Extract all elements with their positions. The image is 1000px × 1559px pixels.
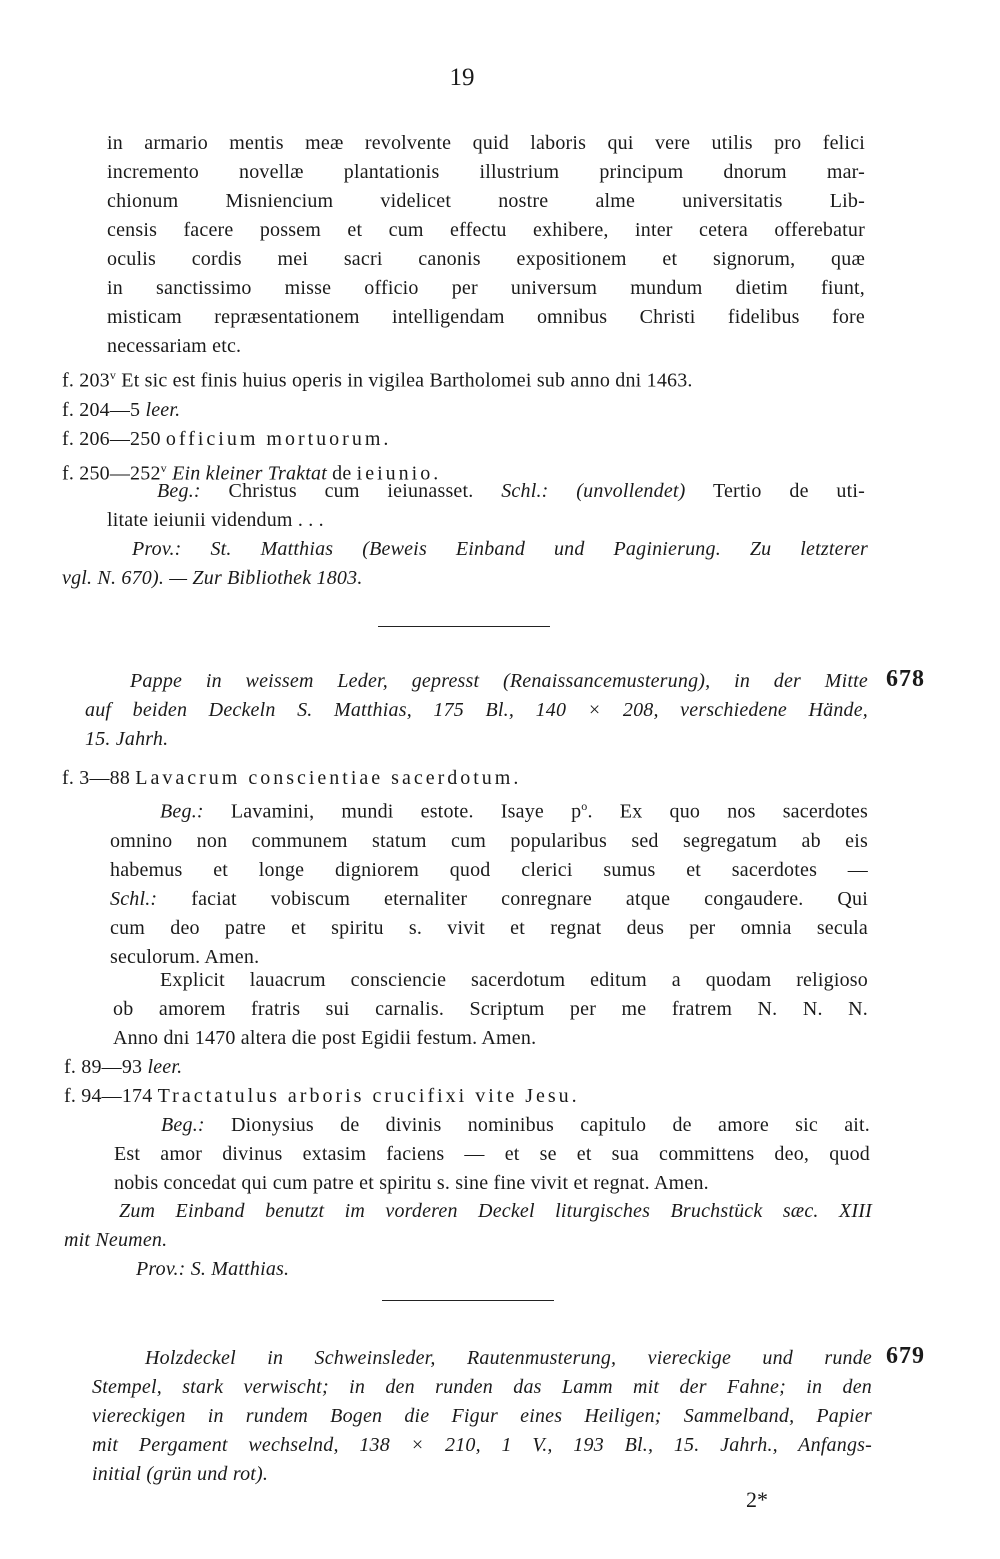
explicit-line: ob amorem fratris sui carnalis. Scriptum per me fratrem N. N. N. (113, 998, 868, 1020)
description-line: Stempel, stark verwischt; in den runden das Lamm mit der Fahne; in den (92, 1376, 872, 1398)
prov-line: Prov.: St. Matthias (Beweis Einband und Paginierung. Zu letzterer (132, 538, 869, 560)
folio-3: f. 3—88 Lavacrum conscientiae sacerdotum. (62, 767, 522, 789)
section-divider (378, 626, 550, 627)
intro-line: incremento novellæ plantationis illustrium principum dnorum mar- (107, 161, 865, 183)
beg-line: Beg.: Christus cum ieiunasset. Schl.: (unvollendet) Tertio de uti- (157, 480, 866, 502)
prov-line: Prov.: S. Matthias. (136, 1258, 290, 1280)
beg-block-2 (114, 1111, 870, 1198)
note-line: mit Neumen. (64, 1229, 168, 1251)
intro-paragraph (107, 129, 865, 361)
text-line: habemus et longe digniorem quod clerici sumus et sacerdotes — (110, 858, 868, 881)
text-line: seculorum. Amen. (110, 945, 260, 968)
explicit-line: Anno dni 1470 altera die post Egidii festum. Amen. (113, 1027, 537, 1049)
entry-number-679: 679 (886, 1343, 925, 1369)
explicit-block (113, 966, 868, 1053)
text-line: cum deo patre et spiritu s. vivit et regnat deus per omnia secula (110, 916, 868, 939)
description-line: mit Pergament wechselnd, 138 × 210, 1 V., 193 Bl., 15. Jahrh., Anfangs- (92, 1434, 872, 1456)
folio-204: f. 204—5 leer. (62, 398, 181, 421)
description-line: auf beiden Deckeln S. Matthias, 175 Bl., 140 × 208, verschiedene Hände, (85, 699, 868, 721)
entry-678-description (85, 667, 868, 754)
entry-678-text (110, 792, 868, 972)
intro-line: misticam repræsentationem intelligendam omnibus Christi fidelibus fore (107, 306, 865, 328)
entry-679-description (92, 1344, 872, 1489)
folio-203: f. 203$^v$ Et sic est finis huius operis in vigilea Bartholomei sub anno dni 1463. (62, 368, 693, 392)
description-line: viereckigen in rundem Bogen die Figur eines Heiligen; Sammelband, Papier (92, 1405, 872, 1427)
text-line: Beg.: Lavamini, mundi estote. Isaye $p^o$. Ex quo nos sacerdotes (160, 799, 868, 823)
note-line: Zum Einband benutzt im vorderen Deckel liturgisches Bruchstück sæc. XIII (119, 1200, 872, 1222)
intro-line: in armario mentis meæ revolvente quid laboris qui vere utilis pro felici (107, 132, 865, 154)
page-number: 19 (449, 64, 475, 91)
description-line: Pappe in weissem Leder, gepresst (Renaissancemusterung), in der Mitte (130, 670, 868, 692)
intro-line: chionum Misniencium videlicet nostre alme universitatis Lib- (107, 190, 865, 212)
folio-list-2 (64, 1053, 870, 1111)
text-line: omnino non communem statum cum popularibus sed segregatum ab eis (110, 829, 868, 852)
description-line: initial (grün und rot). (92, 1463, 269, 1485)
beg-line: Est amor divinus extasim faciens — et se et sua committens deo, quod (114, 1143, 870, 1165)
beg-line: Beg.: Dionysius de divinis nominibus capitulo de amore sic ait. (161, 1114, 870, 1136)
intro-line: oculis cordis mei sacri canonis expositionem et signorum, quæ (107, 248, 865, 270)
folio-94: f. 94—174 Tractatulus arboris crucifixi vite Jesu. (64, 1085, 580, 1107)
beg-block-1 (107, 477, 865, 535)
prov-block-1 (62, 535, 868, 593)
description-line: Holzdeckel in Schweinsleder, Rautenmusterung, viereckige und runde (145, 1347, 872, 1369)
section-divider (382, 1300, 554, 1301)
intro-line: censis facere possem et cum effectu exhibere, inter cetera offerebatur (107, 219, 865, 241)
description-line: 15. Jahrh. (85, 728, 169, 750)
folio-250: f. 250—252$^v$ Ein kleiner Traktat de ieiunio. (62, 460, 442, 485)
folio-list (62, 361, 872, 488)
folio-206: f. 206—250 officium mortuorum. (62, 427, 392, 450)
text-line: Schl.: faciat vobiscum eternaliter conregnare atque congaudere. Qui (110, 887, 868, 910)
intro-line: necessariam etc. (107, 335, 242, 357)
entry-number-678: 678 (886, 666, 925, 692)
beg-line: litate ieiunii videndum . . . (107, 509, 324, 531)
signature-mark: 2* (746, 1487, 768, 1512)
explicit-line: Explicit lauacrum consciencie sacerdotum editum a quodam religioso (160, 969, 868, 991)
beg-line: nobis concedat qui cum patre et spiritu s. sine fine vivit et regnat. Amen. (114, 1172, 709, 1194)
folio-89: f. 89—93 leer. (64, 1056, 183, 1078)
binding-note (64, 1197, 872, 1284)
prov-line: vgl. N. 670). — Zur Bibliothek 1803. (62, 567, 363, 589)
intro-line: in sanctissimo misse officio per universum mundum dietim fiunt, (107, 277, 865, 299)
